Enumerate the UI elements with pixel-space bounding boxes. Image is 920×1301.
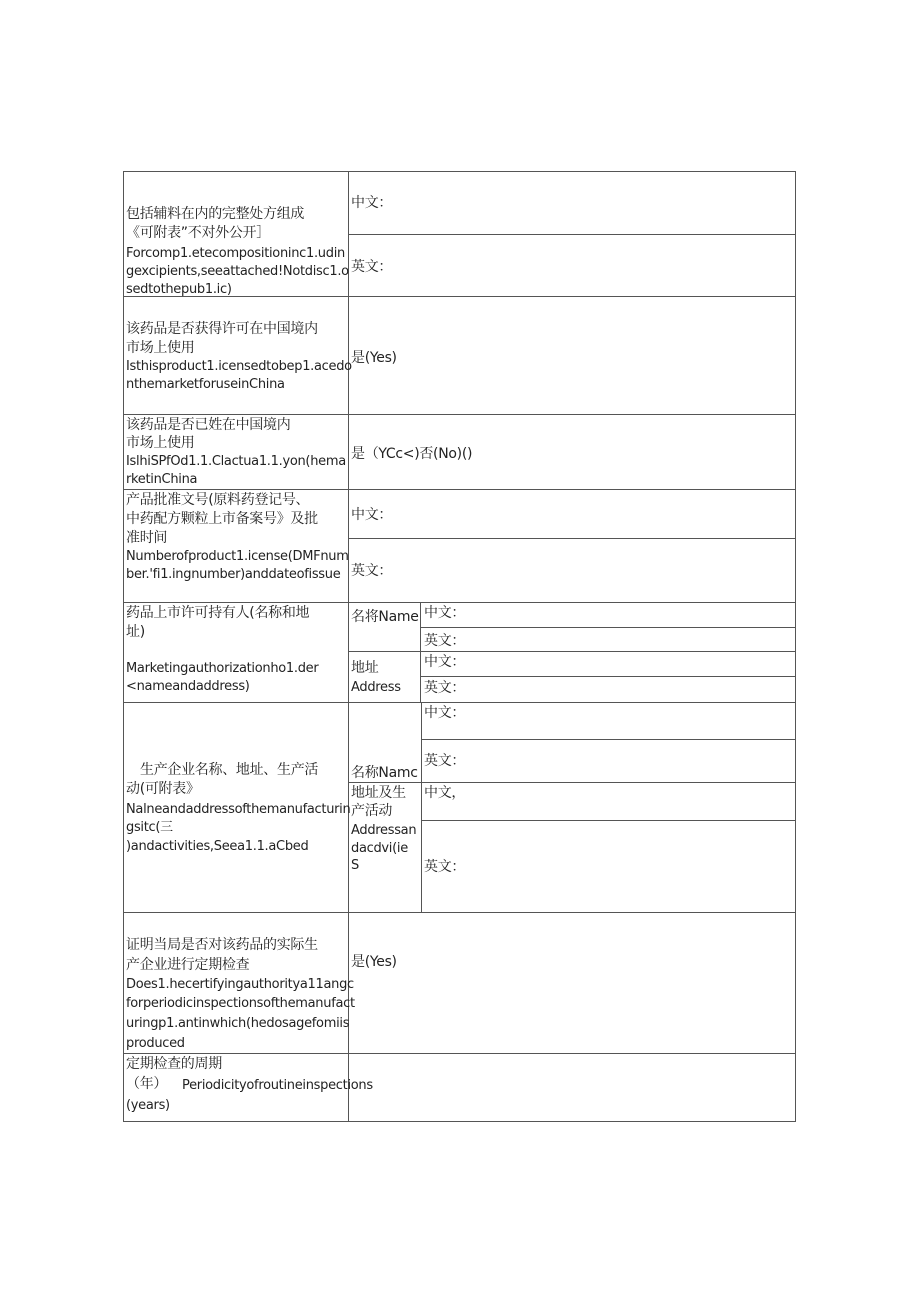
manufacturer-label-cn: 动(可附表》 (126, 781, 200, 797)
table-border-top (123, 171, 796, 172)
cell-divider (348, 234, 796, 235)
composition-english-field[interactable]: 英文： (351, 259, 393, 275)
row-divider (123, 912, 796, 913)
licensed-value[interactable]: 是(Yes) (351, 350, 397, 366)
manufacturer-address-label: dacdvi(ie (351, 841, 408, 856)
manufacturer-name-label: 名称Namc (351, 765, 418, 781)
mah-label-cn: 址) (126, 624, 145, 640)
composition-label-en: gexcipients,seeattached!Notdisc1.o (126, 264, 349, 279)
mah-address-english-field[interactable]: 英文： (424, 680, 466, 696)
cell-divider (348, 651, 796, 652)
mah-name-label: 名将Name (351, 609, 419, 625)
periodicity-label-cn: 定期检查的周期 (126, 1056, 222, 1072)
manufacturer-address-label: Addressan (351, 823, 417, 838)
cell-divider (348, 538, 796, 539)
on-market-label-en: IslhiSPfOd1.1.Clactua1.1.yon(hema (126, 454, 346, 469)
row-divider (123, 702, 796, 703)
inspection-label-en: Does1.hecertifyingauthoritya11angc (126, 977, 354, 992)
mah-label-en: <nameandaddress) (126, 679, 250, 694)
inspection-label-cn: 产企业进行定期检查 (126, 957, 250, 973)
manufacturer-address-english-field[interactable]: 英文： (424, 859, 466, 875)
on-market-label-en: rketinChina (126, 472, 198, 487)
approval-label-cn: 中药配方颗粒上市备案号》及批 (126, 511, 318, 527)
periodicity-label-en: Periodicityofroutineinspections (182, 1078, 373, 1093)
composition-label-en: sedtothepub1.ic) (126, 282, 232, 297)
manufacturer-address-label: S (351, 858, 359, 873)
cell-divider (420, 602, 421, 702)
table-border-bottom (123, 1121, 796, 1122)
on-market-label-cn: 该药品是否已姓在中国境内 (126, 417, 291, 433)
cell-divider (420, 627, 796, 628)
manufacturer-label-en: Nalneandaddressofthemanufacturin (126, 802, 351, 817)
manufacturer-address-label: 产活动 (351, 803, 393, 819)
approval-label-cn: 准时间 (126, 530, 168, 546)
manufacturer-name-chinese-field[interactable]: 中文： (424, 705, 466, 721)
cell-divider (421, 702, 422, 912)
licensed-label-cn: 市场上使用 (126, 340, 195, 356)
inspection-label-en: uringp1.antinwhich(hedosagefomiis (126, 1016, 350, 1031)
manufacturer-address-label: 地址及生 (351, 785, 406, 801)
licensed-label-en: nthemarketforuseinChina (126, 377, 285, 392)
composition-label-cn: 包括辅料在内的完整处方组成 (126, 206, 305, 222)
mah-address-chinese-field[interactable]: 中文： (424, 654, 466, 670)
composition-chinese-field[interactable]: 中文： (351, 195, 393, 211)
licensed-label-en: Isthisproduct1.icensedtobep1.acedo (126, 359, 352, 374)
cell-divider (421, 739, 796, 740)
manufacturer-label-cn: 生产企业名称、地址、生产活 (140, 762, 319, 778)
inspection-label-en: forperiodicinspectionsofthemanufact (126, 996, 355, 1011)
composition-label-en: Forcomp1.etecompositioninc1.udin (126, 246, 345, 261)
cell-divider (421, 820, 796, 821)
approval-label-en: Numberofproduct1.icense(DMFnum (126, 549, 349, 564)
manufacturer-address-chinese-field[interactable]: 中文， (424, 785, 466, 801)
row-divider (123, 489, 796, 490)
inspection-value[interactable]: 是(Yes) (351, 954, 397, 970)
inspection-label-en: produced (126, 1036, 185, 1051)
mah-address-label: Address (351, 680, 401, 695)
table-border-right (795, 171, 796, 1122)
table-border-left (123, 171, 124, 1122)
mah-label-cn: 药品上市许可持有人(名称和地 (126, 605, 310, 621)
row-divider (123, 602, 796, 603)
manufacturer-label-en: )andactivities,Seea1.1.aCbed (126, 839, 309, 854)
manufacturer-label-en: gsitc(三 (126, 820, 173, 835)
mah-name-english-field[interactable]: 英文： (424, 633, 466, 649)
periodicity-label-en: (years) (126, 1098, 170, 1113)
inspection-label-cn: 证明当局是否对该药品的实际生 (126, 937, 318, 953)
approval-chinese-field[interactable]: 中文： (351, 507, 393, 523)
cell-divider (420, 676, 796, 677)
mah-label-en: Marketingauthorizationho1.der (126, 661, 319, 676)
composition-label-cn: 《可附表”不对外公开］ (126, 225, 270, 241)
approval-label-cn: 产品批准文号(原料药登记号、 (126, 492, 310, 508)
on-market-label-cn: 市场上使用 (126, 435, 195, 451)
approval-label-en: ber.'fi1.ingnumber)anddateofissue (126, 567, 341, 582)
licensed-label-cn: 该药品是否获得许可在中国境内 (126, 321, 318, 337)
mah-address-label: 地址 (351, 660, 379, 676)
approval-english-field[interactable]: 英文： (351, 563, 393, 579)
periodicity-label-cn: （年） (126, 1076, 168, 1092)
mah-name-chinese-field[interactable]: 中文： (424, 605, 466, 621)
on-market-value[interactable]: 是（YCc<)否(No)() (351, 446, 473, 462)
periodicity-value-field[interactable] (351, 1060, 791, 1116)
row-divider (123, 414, 796, 415)
manufacturer-name-english-field[interactable]: 英文： (424, 753, 466, 769)
row-divider (123, 1053, 796, 1054)
